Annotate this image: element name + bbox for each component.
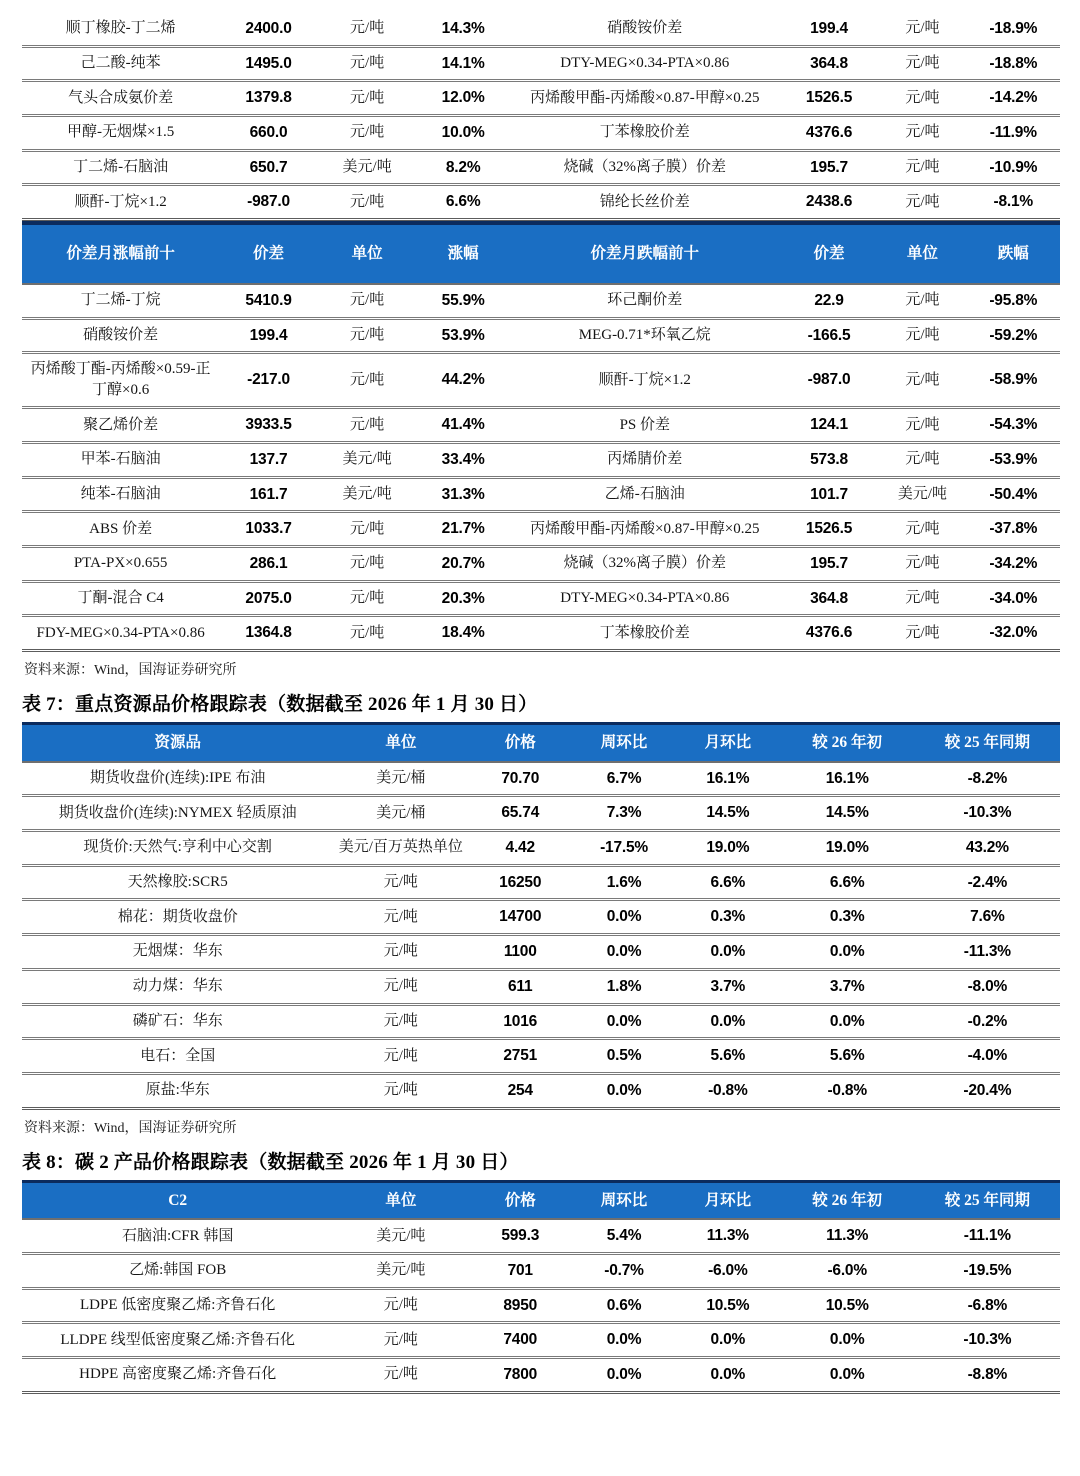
column-header: 较 25 年同期 <box>915 724 1060 762</box>
table-cell: 16250 <box>499 873 542 891</box>
table-cell: 丁二烯-丁烷 <box>80 292 161 309</box>
table-cell: -8.0% <box>967 977 1008 995</box>
column-header: 较 26 年初 <box>780 1181 915 1219</box>
table-cell: 1379.8 <box>245 89 292 107</box>
table-cell: 1526.5 <box>805 520 853 538</box>
table-cell: -987.0 <box>807 371 851 389</box>
table-cell: -14.2% <box>989 89 1038 107</box>
table-row <box>22 865 1060 900</box>
table-cell: 660.0 <box>249 124 288 142</box>
table-cell: 元/吨 <box>905 20 940 37</box>
table-cell: 硝酸铵价差 <box>607 20 683 37</box>
table-cell: 0.0% <box>710 1331 746 1349</box>
table-cell: 137.7 <box>249 450 288 468</box>
resources-price-table <box>22 722 1060 1110</box>
column-header: 单位 <box>333 1181 468 1219</box>
table-row <box>22 796 1060 831</box>
table-cell: -32.0% <box>989 624 1038 642</box>
table-cell: -11.3% <box>963 943 1011 961</box>
table-cell: 124.1 <box>810 416 848 434</box>
table-cell: 电石：全国 <box>140 1047 216 1064</box>
table-row <box>22 969 1060 1004</box>
table-cell: 元/吨 <box>350 193 385 210</box>
table-cell: 现货价:天然气:亨利中心交割 <box>83 839 272 856</box>
table-cell: 1.8% <box>606 977 642 995</box>
table-cell: 10.5% <box>706 1296 750 1314</box>
table-cell: 动力煤：华东 <box>132 978 223 995</box>
table-cell: 美元/吨 <box>342 485 392 502</box>
column-header: 单位 <box>318 223 417 284</box>
table-cell: 254 <box>507 1081 533 1099</box>
table-cell: 573.8 <box>810 450 848 468</box>
table-cell: DTY-MEG×0.34-PTA×0.86 <box>560 55 730 72</box>
table-cell: 16.1% <box>825 769 869 787</box>
table-cell: 元/吨 <box>905 124 940 141</box>
table-cell: 0.0% <box>710 1012 746 1030</box>
table-cell: 丁苯橡胶价差 <box>599 124 690 141</box>
table-cell: 元/吨 <box>383 1366 418 1383</box>
table-cell: 1100 <box>503 943 537 961</box>
table-cell: -59.2% <box>989 326 1038 344</box>
table-cell: -2.4% <box>967 873 1008 891</box>
table8-title: 表 8：碳 2 产品价格跟踪表（数据截至 2026 年 1 月 30 日） <box>22 1151 519 1173</box>
table-cell: 4.42 <box>505 839 535 857</box>
table-row <box>22 318 1060 353</box>
table-row <box>22 1219 1060 1253</box>
table-cell: 元/吨 <box>383 1082 418 1099</box>
table-cell: 元/吨 <box>905 326 940 343</box>
table-cell: 2400.0 <box>245 20 292 37</box>
table-cell: -6.0% <box>827 1261 867 1279</box>
column-header: 周环比 <box>572 1181 676 1219</box>
table-cell: 3.7% <box>829 977 865 995</box>
column-header: 价差月涨幅前十 <box>22 223 219 284</box>
table-cell: 10.0% <box>441 124 485 142</box>
table-cell: -0.7% <box>604 1261 644 1279</box>
table-cell: 0.0% <box>606 943 642 961</box>
table-cell: 元/吨 <box>350 292 385 309</box>
table-cell: 0.0% <box>606 1081 642 1099</box>
c2-price-table-header <box>22 1181 1060 1219</box>
table-cell: 0.0% <box>829 1012 865 1030</box>
table-cell: 8.2% <box>445 158 481 176</box>
table-cell: 无烟煤：华东 <box>132 943 223 960</box>
source-note-2: 资料来源：Wind，国海证券研究所 <box>24 1120 237 1136</box>
table-cell: 元/吨 <box>905 89 940 106</box>
table-row <box>22 81 1060 116</box>
table-cell: 2438.6 <box>805 193 853 211</box>
column-header: C2 <box>22 1181 333 1219</box>
table-cell: 21.7% <box>441 520 485 538</box>
table-cell: 1495.0 <box>245 54 292 72</box>
table-cell: -34.0% <box>989 589 1038 607</box>
c2-price-table <box>22 1180 1060 1394</box>
table-cell: -18.8% <box>989 54 1038 72</box>
table-cell: 0.3% <box>710 908 746 926</box>
table-row <box>22 935 1060 970</box>
table-cell: 棉花：期货收盘价 <box>117 908 238 925</box>
table-cell: 4376.6 <box>805 624 853 642</box>
table-cell: 0.5% <box>606 1047 642 1065</box>
table-cell: 元/吨 <box>383 874 418 891</box>
table-cell: DTY-MEG×0.34-PTA×0.86 <box>560 589 730 606</box>
spread-table-continued <box>22 10 1060 221</box>
table-row <box>22 408 1060 443</box>
table-cell: 701 <box>507 1261 533 1279</box>
table-cell: 286.1 <box>249 554 288 572</box>
table-cell: 乙烯:韩国 FOB <box>129 1262 227 1279</box>
table-cell: 元/吨 <box>383 1331 418 1348</box>
table-cell: 41.4% <box>441 416 485 434</box>
table-row <box>22 353 1060 408</box>
table-cell: PS 价差 <box>619 416 670 433</box>
table-cell: 7.6% <box>970 908 1005 926</box>
table-cell: -166.5 <box>807 326 851 344</box>
table-cell: 1364.8 <box>245 624 292 642</box>
table-cell: 1526.5 <box>805 89 853 107</box>
table-row <box>22 10 1060 46</box>
table-cell: 顺酐-丁烷×1.2 <box>598 371 691 388</box>
table-cell: 元/吨 <box>905 555 940 572</box>
table-cell: 8950 <box>503 1296 538 1314</box>
table-cell: 磷矿石：华东 <box>132 1012 223 1029</box>
table-cell: 美元/吨 <box>342 451 392 468</box>
table-cell: 12.0% <box>441 89 485 107</box>
table-cell: -6.8% <box>967 1296 1008 1314</box>
table-row <box>22 442 1060 477</box>
column-header: 周环比 <box>572 724 676 762</box>
table-cell: 1.6% <box>606 873 642 891</box>
table-row <box>22 1253 1060 1288</box>
table-cell: 1033.7 <box>245 520 292 538</box>
table-cell: 14.3% <box>441 20 485 37</box>
table-cell: 101.7 <box>810 485 848 503</box>
table-cell: 元/吨 <box>350 326 385 343</box>
column-header: 价差 <box>780 223 879 284</box>
table-cell: 元/吨 <box>350 589 385 606</box>
table-row <box>22 581 1060 616</box>
table-cell: 1016 <box>503 1012 538 1030</box>
table-cell: 0.0% <box>710 1366 746 1383</box>
table-cell: 2751 <box>503 1047 538 1065</box>
table-cell: 11.3% <box>826 1227 869 1245</box>
table-cell: 4376.6 <box>805 124 853 142</box>
spread-monthly-table-header <box>22 223 1060 284</box>
table-cell: 元/吨 <box>383 1012 418 1029</box>
table-cell: 美元/百万英热单位 <box>338 839 463 856</box>
table-row <box>22 1323 1060 1358</box>
table-cell: -0.8% <box>827 1081 867 1099</box>
table-cell: -95.8% <box>989 291 1038 309</box>
table-cell: 美元/吨 <box>342 159 392 176</box>
table-cell: 烧碱（32%离子膜）价差 <box>563 159 727 176</box>
table-cell: 丁二烯-石脑油 <box>73 159 169 176</box>
table-cell: 0.3% <box>829 908 865 926</box>
table-cell: -58.9% <box>989 371 1038 389</box>
table-cell: 20.3% <box>441 589 485 607</box>
table-row <box>22 116 1060 151</box>
table-cell: 元/吨 <box>350 520 385 537</box>
table-cell: 元/吨 <box>350 20 385 37</box>
table-cell: ABS 价差 <box>89 520 153 537</box>
table-cell: 0.0% <box>606 1331 642 1349</box>
table-cell: -217.0 <box>247 371 290 389</box>
table-cell: -10.9% <box>989 158 1038 176</box>
table-cell: 天然橡胶:SCR5 <box>127 874 228 891</box>
table-cell: 丙烯酸丁酯-丙烯酸×0.59-正丁醇×0.6 <box>30 361 211 399</box>
table-cell: -50.4% <box>989 485 1038 503</box>
resources-price-table-header <box>22 724 1060 762</box>
table-cell: -17.5% <box>600 839 648 857</box>
source-note-1: 资料来源：Wind，国海证券研究所 <box>24 663 237 678</box>
table-cell: 丙烯腈价差 <box>607 451 683 468</box>
table-cell: 元/吨 <box>905 159 940 176</box>
table-cell: 43.2% <box>965 839 1009 857</box>
table-cell: 元/吨 <box>350 624 385 641</box>
table-cell: 5.4% <box>606 1227 642 1245</box>
table-cell: 元/吨 <box>383 978 418 995</box>
table-cell: -18.9% <box>989 20 1038 37</box>
table-cell: 元/吨 <box>350 89 385 106</box>
table-cell: 元/吨 <box>905 589 940 606</box>
table7-title: 表 7：重点资源品价格跟踪表（数据截至 2026 年 1 月 30 日） <box>22 694 538 715</box>
table-cell: 195.7 <box>810 554 848 572</box>
table-cell: 195.7 <box>810 158 848 176</box>
table-row <box>22 185 1060 220</box>
table-cell: 期货收盘价(连续):NYMEX 轻质原油 <box>58 804 297 821</box>
table-row <box>22 616 1060 651</box>
column-header: 资源品 <box>22 724 333 762</box>
table-cell: 元/吨 <box>905 193 940 210</box>
table-cell: 0.0% <box>606 1012 642 1030</box>
table-cell: PTA-PX×0.655 <box>73 555 168 572</box>
table-cell: 硝酸铵价差 <box>83 326 159 343</box>
table-cell: 33.4% <box>441 450 485 468</box>
table-cell: 7400 <box>503 1331 538 1349</box>
table-cell: -0.2% <box>967 1012 1008 1030</box>
column-header: 较 26 年初 <box>780 724 915 762</box>
table-cell: 元/吨 <box>350 371 385 388</box>
table-cell: 元/吨 <box>905 292 940 309</box>
table-cell: 元/吨 <box>905 371 940 388</box>
table-cell: 0.0% <box>829 1366 865 1383</box>
table-cell: 11.3% <box>706 1227 749 1245</box>
table-cell: 0.0% <box>606 1366 642 1383</box>
table-cell: -54.3% <box>989 416 1038 434</box>
table-cell: 聚乙烯价差 <box>83 416 159 433</box>
table-row <box>22 512 1060 547</box>
table-cell: 0.0% <box>829 943 865 961</box>
table-cell: 元/吨 <box>383 1296 418 1313</box>
table-row <box>22 1039 1060 1074</box>
table-cell: 161.7 <box>249 485 288 503</box>
column-header: 较 25 年同期 <box>915 1181 1060 1219</box>
table-row <box>22 150 1060 185</box>
table-cell: 己二酸-纯苯 <box>80 55 161 72</box>
table-row <box>22 1288 1060 1323</box>
table-cell: 70.70 <box>501 769 540 787</box>
table-cell: 甲苯-石脑油 <box>80 451 161 468</box>
table-cell: 元/吨 <box>383 908 418 925</box>
table-cell: 原盐:华东 <box>145 1082 210 1099</box>
table-row <box>22 831 1060 866</box>
table-cell: 气头合成氨价差 <box>68 89 174 106</box>
column-header: 单位 <box>333 724 468 762</box>
table-cell: 6.6% <box>829 873 865 891</box>
spread-monthly-table <box>22 221 1060 652</box>
table-cell: 14.5% <box>706 804 750 822</box>
column-header: 月环比 <box>676 1181 780 1219</box>
table-cell: 44.2% <box>441 371 485 389</box>
table-cell: 0.0% <box>710 943 746 961</box>
table-cell: 乙烯-石脑油 <box>604 485 685 502</box>
table-cell: 丁苯橡胶价差 <box>599 624 690 641</box>
column-header: 涨幅 <box>416 223 509 284</box>
table-cell: 10.5% <box>825 1296 869 1314</box>
table-cell: 2075.0 <box>245 589 292 607</box>
table-cell: 元/吨 <box>905 520 940 537</box>
table-cell: 0.0% <box>606 908 642 926</box>
table-cell: 元/吨 <box>350 55 385 72</box>
table-cell: -8.1% <box>993 193 1034 211</box>
table-cell: -4.0% <box>967 1047 1008 1065</box>
table-cell: 石脑油:CFR 韩国 <box>122 1227 234 1244</box>
table-cell: 丙烯酸甲酯-丙烯酸×0.87-甲醇×0.25 <box>530 520 760 537</box>
table-cell: 20.7% <box>441 554 485 572</box>
table-cell: -10.3% <box>963 804 1012 822</box>
table-cell: 31.3% <box>441 485 485 503</box>
table-cell: 美元/吨 <box>897 485 948 502</box>
table-cell: LDPE 低密度聚乙烯:齐鲁石化 <box>79 1296 276 1313</box>
table-cell: 元/吨 <box>905 451 940 468</box>
table-row <box>22 1073 1060 1108</box>
table-cell: 364.8 <box>810 589 848 607</box>
table-cell: 元/吨 <box>905 416 940 433</box>
table-cell: 3.7% <box>710 977 746 995</box>
table-cell: 0.0% <box>829 1331 865 1349</box>
table-cell: 199.4 <box>810 20 848 37</box>
table-cell: 364.8 <box>810 54 848 72</box>
table-cell: 5410.9 <box>245 291 292 309</box>
table-cell: -53.9% <box>989 450 1038 468</box>
table-cell: 期货收盘价(连续):IPE 布油 <box>89 770 266 787</box>
table-cell: 18.4% <box>441 624 485 642</box>
table-row <box>22 546 1060 581</box>
table-cell: 元/吨 <box>383 943 418 960</box>
table-cell: 顺丁橡胶-丁二烯 <box>65 20 176 37</box>
table-cell: 19.0% <box>825 839 869 857</box>
table-cell: 199.4 <box>249 326 288 344</box>
column-header: 跌幅 <box>967 223 1060 284</box>
table-cell: 611 <box>508 977 533 995</box>
table-cell: 650.7 <box>249 158 288 176</box>
table-cell: 顺酐-丁烷×1.2 <box>74 193 167 210</box>
table-cell: -37.8% <box>989 520 1038 538</box>
table-cell: 甲醇-无烟煤×1.5 <box>67 124 175 141</box>
table-cell: 14.1% <box>441 54 485 72</box>
table-cell: 环己酮价差 <box>607 292 683 309</box>
table-cell: 6.6% <box>445 193 481 211</box>
table-cell: 元/吨 <box>905 55 940 72</box>
table-row <box>22 900 1060 935</box>
table-cell: 元/吨 <box>905 624 940 641</box>
table-cell: LLDPE 线型低密度聚乙烯:齐鲁石化 <box>60 1331 295 1348</box>
table-cell: 14.5% <box>825 804 869 822</box>
table-cell: 丁酮-混合 C4 <box>77 589 164 606</box>
table-cell: 美元/桶 <box>376 804 426 821</box>
table-cell: 美元/吨 <box>376 1262 426 1279</box>
table-cell: 5.6% <box>710 1047 746 1065</box>
table-cell: -8.8% <box>967 1366 1008 1383</box>
column-header: 价差月跌幅前十 <box>510 223 780 284</box>
table-cell: 纯苯-石脑油 <box>80 485 161 502</box>
table-cell: 7800 <box>503 1366 538 1383</box>
table-cell: -10.3% <box>963 1331 1012 1349</box>
table-cell: -11.1% <box>963 1227 1011 1245</box>
table-cell: 5.6% <box>829 1047 865 1065</box>
table-row <box>22 1004 1060 1039</box>
table-row <box>22 762 1060 796</box>
table-cell: 烧碱（32%离子膜）价差 <box>563 555 727 572</box>
column-header: 价差 <box>219 223 318 284</box>
table-cell: 元/吨 <box>383 1047 418 1064</box>
table-cell: 55.9% <box>441 291 485 309</box>
table-cell: 6.6% <box>710 873 746 891</box>
table-row <box>22 46 1060 81</box>
table-cell: 美元/桶 <box>376 770 426 787</box>
table-cell: -19.5% <box>963 1261 1012 1279</box>
table-cell: 锦纶长丝价差 <box>599 193 690 210</box>
table-cell: 19.0% <box>706 839 750 857</box>
table-cell: -20.4% <box>963 1081 1012 1099</box>
column-header: 价格 <box>468 1181 572 1219</box>
table-cell: 元/吨 <box>350 416 385 433</box>
table-cell: 元/吨 <box>350 555 385 572</box>
table-cell: -8.2% <box>967 769 1008 787</box>
table-cell: 元/吨 <box>350 124 385 141</box>
column-header: 价格 <box>468 724 572 762</box>
table-cell: -11.9% <box>989 124 1037 142</box>
table-cell: 6.7% <box>606 769 642 787</box>
table-row <box>22 477 1060 512</box>
table-row <box>22 284 1060 318</box>
table-cell: 65.74 <box>501 804 540 822</box>
table-cell: 丙烯酸甲酯-丙烯酸×0.87-甲醇×0.25 <box>530 89 760 106</box>
table-cell: 3933.5 <box>245 416 292 434</box>
table-cell: 53.9% <box>441 326 485 344</box>
table-cell: 0.6% <box>606 1296 642 1314</box>
column-header: 月环比 <box>676 724 780 762</box>
table-cell: FDY-MEG×0.34-PTA×0.86 <box>36 624 205 641</box>
table-cell: 7.3% <box>606 804 642 822</box>
table-row <box>22 1358 1060 1393</box>
column-header: 单位 <box>878 223 966 284</box>
table-cell: -34.2% <box>989 554 1038 572</box>
table-cell: HDPE 高密度聚乙烯:齐鲁石化 <box>79 1366 277 1383</box>
table-cell: MEG-0.71*环氧乙烷 <box>578 326 711 343</box>
table-cell: 美元/吨 <box>376 1227 426 1244</box>
table-cell: -6.0% <box>708 1261 748 1279</box>
table-cell: 599.3 <box>501 1227 540 1245</box>
table-cell: -987.0 <box>247 193 290 211</box>
table-cell: 14700 <box>499 908 542 926</box>
table-cell: -0.8% <box>708 1081 748 1099</box>
table-cell: 16.1% <box>706 769 750 787</box>
table-cell: 22.9 <box>814 291 844 309</box>
